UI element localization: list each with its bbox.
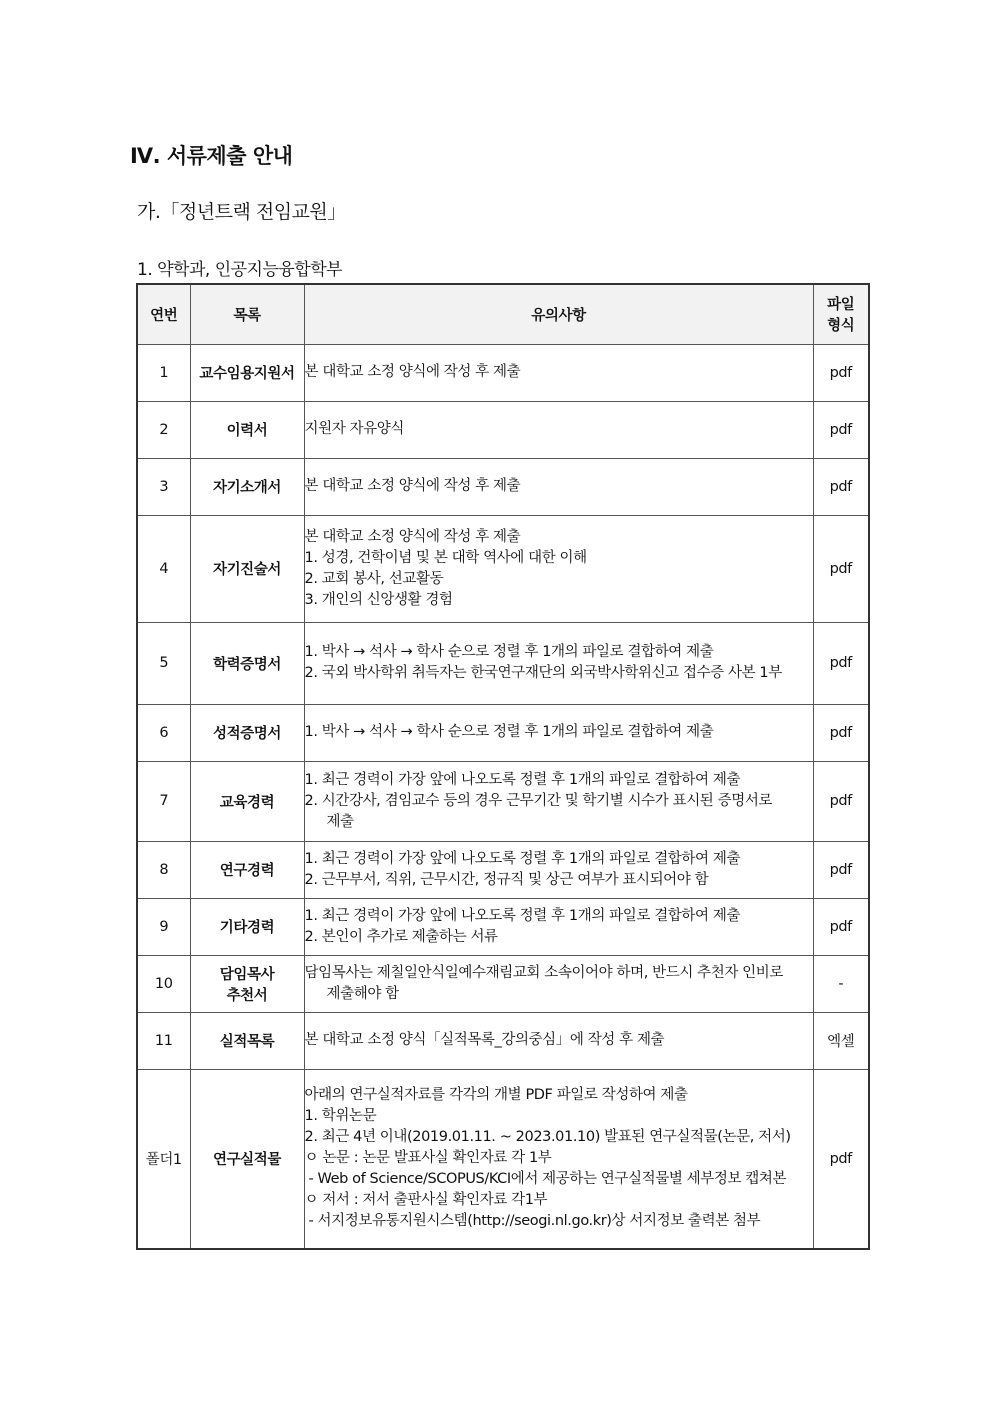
note-line: 2. 교회 봉사, 선교활동 xyxy=(304,570,444,587)
row-file-format: - xyxy=(813,955,869,1012)
table-row xyxy=(137,344,869,401)
row-file-format: pdf xyxy=(813,344,869,401)
row-file-format: pdf xyxy=(813,401,869,458)
row-notes xyxy=(304,344,813,401)
header-format-line2: 형식 xyxy=(827,318,855,335)
note-line: 담임목사는 제칠일안식일예수재림교회 소속이어야 하며, 반드시 추천자 인비로 xyxy=(304,964,783,981)
note-line: 1. 최근 경력이 가장 앞에 나오도록 정렬 후 1개의 파일로 결합하여 제출 xyxy=(304,850,741,867)
table-row xyxy=(137,761,869,841)
row-notes xyxy=(304,704,813,761)
header-item: 목록 xyxy=(190,284,304,344)
documents-table xyxy=(136,283,870,1250)
table-row xyxy=(137,1069,869,1249)
row-item-line: 성적증명서 xyxy=(212,726,282,742)
table-row xyxy=(137,515,869,622)
row-item xyxy=(190,622,304,704)
row-item xyxy=(190,1012,304,1069)
row-file-format: pdf xyxy=(813,622,869,704)
note-line: 2. 국외 박사학위 취득자는 한국연구재단의 외국박사학위신고 접수증 사본 1부 xyxy=(304,665,782,681)
row-number: 9 xyxy=(137,898,190,955)
note-line: 지원자 자유양식 xyxy=(304,421,404,437)
row-item-line: 추천서 xyxy=(226,987,268,1004)
row-number: 5 xyxy=(137,622,190,704)
row-item-line: 자기소개서 xyxy=(212,480,282,496)
row-number: 11 xyxy=(137,1012,190,1069)
row-file-format: pdf xyxy=(813,515,869,622)
row-notes xyxy=(304,761,813,841)
row-item xyxy=(190,515,304,622)
row-item xyxy=(190,1069,304,1249)
note-line: 2. 근무부서, 직위, 근무시간, 정규직 및 상근 여부가 표시되어야 함 xyxy=(304,871,709,888)
note-line: 1. 학위논문 xyxy=(304,1108,377,1125)
row-item xyxy=(190,955,304,1012)
row-notes xyxy=(304,1069,813,1249)
note-line: 제출 xyxy=(326,813,354,830)
note-line: ㅇ 저서 : 저서 출판사실 확인자료 각1부 xyxy=(304,1192,548,1209)
row-item-line: 교수임용지원서 xyxy=(199,366,295,382)
row-item-line: 담임목사 xyxy=(219,966,275,983)
row-item xyxy=(190,344,304,401)
header-format xyxy=(813,284,869,344)
note-line: 본 대학교 소정 양식「실적목록_강의중심」에 작성 후 제출 xyxy=(304,1032,665,1048)
table-row xyxy=(137,622,869,704)
note-line: 1. 박사 → 석사 → 학사 순으로 정렬 후 1개의 파일로 결합하여 제출 xyxy=(304,644,714,660)
row-file-format: pdf xyxy=(813,458,869,515)
note-line: 본 대학교 소정 양식에 작성 후 제출 xyxy=(304,364,521,380)
row-item-line: 이력서 xyxy=(226,423,268,439)
row-file-format: pdf xyxy=(813,704,869,761)
row-number: 6 xyxy=(137,704,190,761)
row-item-line: 실적목록 xyxy=(219,1034,275,1050)
note-line: 2. 본인이 추가로 제출하는 서류 xyxy=(304,928,498,945)
row-notes xyxy=(304,515,813,622)
note-line: 2. 최근 4년 이내(2019.01.11. ~ 2023.01.10) 발표된 연구실적물(논문, 저서) xyxy=(304,1129,791,1146)
row-notes xyxy=(304,841,813,898)
note-line: 1. 최근 경력이 가장 앞에 나오도록 정렬 후 1개의 파일로 결합하여 제출 xyxy=(304,907,741,924)
row-item xyxy=(190,841,304,898)
row-item xyxy=(190,761,304,841)
note-line: ㅇ 논문 : 논문 발표사실 확인자료 각 1부 xyxy=(304,1150,552,1167)
row-notes xyxy=(304,898,813,955)
table-row xyxy=(137,401,869,458)
row-item xyxy=(190,704,304,761)
row-item-line: 학력증명서 xyxy=(212,656,282,673)
note-line: 3. 개인의 신앙생활 경험 xyxy=(304,591,453,608)
note-line: 1. 최근 경력이 가장 앞에 나오도록 정렬 후 1개의 파일로 결합하여 제출 xyxy=(304,771,741,788)
row-item-line: 자기진술서 xyxy=(212,562,282,578)
row-item xyxy=(190,458,304,515)
row-item-line: 연구경력 xyxy=(219,863,275,879)
row-item xyxy=(190,898,304,955)
row-number: 1 xyxy=(137,344,190,401)
table-row xyxy=(137,1012,869,1069)
row-item-line: 연구실적물 xyxy=(212,1152,282,1169)
row-item-line: 기타경력 xyxy=(219,920,275,936)
row-notes xyxy=(304,458,813,515)
row-number: 4 xyxy=(137,515,190,622)
row-notes xyxy=(304,401,813,458)
table-header-row xyxy=(137,284,869,344)
note-line: - 서지정보유통지원시스템(http://seogi.nl.go.kr)상 서지정보 출력본 첨부 xyxy=(308,1213,761,1230)
note-line: 2. 시간강사, 겸임교수 등의 경우 근무기간 및 학기별 시수가 표시된 증명서로 xyxy=(304,792,773,809)
section-title: Ⅳ. 서류제출 안내 xyxy=(130,144,293,168)
subsection-title: 가.「정년트랙 전임교원」 xyxy=(137,201,346,223)
table-row xyxy=(137,458,869,515)
row-number: 2 xyxy=(137,401,190,458)
row-number: 3 xyxy=(137,458,190,515)
header-notes: 유의사항 xyxy=(304,284,813,344)
note-line: 아래의 연구실적자료를 각각의 개별 PDF 파일로 작성하여 제출 xyxy=(304,1087,688,1104)
table-row xyxy=(137,704,869,761)
header-format-line1: 파일 xyxy=(827,297,855,314)
row-notes xyxy=(304,1012,813,1069)
note-line: 1. 성경, 건학이념 및 본 대학 역사에 대한 이해 xyxy=(304,549,587,566)
row-file-format: pdf xyxy=(813,841,869,898)
table-row xyxy=(137,955,869,1012)
row-notes xyxy=(304,955,813,1012)
note-line: 1. 박사 → 석사 → 학사 순으로 정렬 후 1개의 파일로 결합하여 제출 xyxy=(304,724,714,740)
row-number: 7 xyxy=(137,761,190,841)
note-line: 본 대학교 소정 양식에 작성 후 제출 xyxy=(304,478,521,494)
table-row xyxy=(137,898,869,955)
row-file-format: pdf xyxy=(813,898,869,955)
note-line: 본 대학교 소정 양식에 작성 후 제출 xyxy=(304,528,521,545)
row-file-format: 엑셀 xyxy=(813,1012,869,1069)
row-file-format: pdf xyxy=(813,1069,869,1249)
row-number: 8 xyxy=(137,841,190,898)
row-item-line: 교육경력 xyxy=(219,794,275,811)
row-item xyxy=(190,401,304,458)
row-number: 폴더1 xyxy=(137,1069,190,1249)
department-title: 1. 약학과, 인공지능융합학부 xyxy=(137,260,343,280)
row-file-format: pdf xyxy=(813,761,869,841)
table-row xyxy=(137,841,869,898)
header-no: 연번 xyxy=(137,284,190,344)
row-number: 10 xyxy=(137,955,190,1012)
note-line: - Web of Science/SCOPUS/KCI에서 제공하는 연구실적물별 세부정보 캡쳐본 xyxy=(308,1171,787,1188)
note-line: 제출해야 함 xyxy=(326,985,399,1002)
row-notes xyxy=(304,622,813,704)
